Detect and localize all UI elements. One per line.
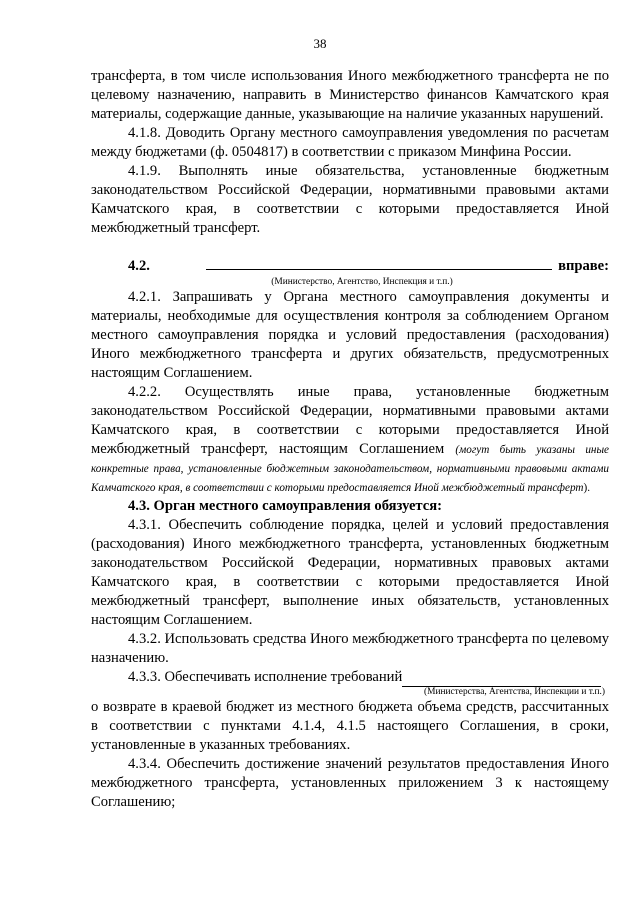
section-4-2-blank-line	[206, 255, 552, 270]
section-4-3-heading: 4.3. Орган местного самоуправления обязуется:	[128, 498, 443, 514]
section-4-2-right-word: вправе:	[558, 258, 609, 274]
paragraph-continuation: трансферта, в том числе использования Иного межбюджетного трансферта не по целевому назначению, направить в Министерство финансов Камчатского края материалы, содержащие данные, указывающие на наличие указанных нарушений.	[91, 68, 609, 122]
paragraph-4-2-2-end: ).	[583, 482, 591, 494]
section-4-2-note: (Министерство, Агентство, Инспекция и т.п.)	[271, 277, 453, 287]
page-number: 38	[313, 36, 327, 51]
paragraph-4-3-2: 4.3.2. Использовать средства Иного межбюджетного трансферта по целевому назначению.	[91, 631, 609, 666]
section-4-2-heading	[91, 255, 609, 276]
paragraph-4-3-3-blank-line	[402, 672, 601, 687]
paragraph-4-3-1: 4.3.1. Обеспечить соблюдение порядка, целей и условий предоставления (расходования) Иного межбюджетного трансферта, установленных бюджетным законодательством Российской Федерации, нормативных правовых актами Камчатского края, в соответствии с которыми предоставляется Иной межбюджетный трансферт, выполнение иных обязательств, установленных настоящим Соглашением.	[91, 517, 609, 628]
paragraph-4-3-4: 4.3.4. Обеспечить достижение значений результатов предоставления Иного межбюджетного трансферта, установленных приложением 3 к настоящему Соглашению;	[91, 756, 609, 810]
paragraph-4-3-3-note: (Министерства, Агентства, Инспекции и т.п.)	[424, 687, 605, 697]
document-body	[91, 67, 609, 812]
section-4-2-number: 4.2.	[128, 258, 150, 274]
paragraph-4-3-3-start: 4.3.3. Обеспечивать исполнение требований	[128, 669, 403, 685]
paragraph-4-3-3-continuation: о возврате в краевой бюджет из местного бюджета объема средств, рассчитанных в соответствии с пунктами 4.1.4, 4.1.5 настоящего Соглашения, в сроки, установленные в указанных требованиях.	[91, 699, 609, 753]
paragraph-4-2-2-text: 4.2.2. Осуществлять иные права, установленные бюджетным законодательством Российской Федерации, нормативными правовыми актами Камчатского края, в соответствии с которыми предоставляется Иной межбюджетный трансферт, настоящим Соглашением	[91, 384, 609, 457]
paragraph-4-2-1: 4.2.1. Запрашивать у Органа местного самоуправления документы и материалы, необходимые для осуществления контроля за соблюдением Органом местного самоуправления порядка и условий предоставления (расходования) Иного межбюджетного трансферта и других обязательств, предусмотренных настоящим Соглашением.	[91, 289, 609, 381]
paragraph-4-2-2-italic-note: (могут быть указаны иные конкретные права, установленные бюджетным законодательством, нормативными правовыми актами Камчатского края, в соответствии с которыми предоставляется Иной межбюджетный трансферт	[91, 444, 610, 494]
paragraph-4-3-3-line	[91, 668, 609, 687]
paragraph-4-2-2	[91, 383, 609, 497]
paragraph-4-1-9: 4.1.9. Выполнять иные обязательства, установленные бюджетным законодательством Российской Федерации, нормативными правовыми актами Камчатского края, в соответствии с которыми предоставляется Иной межбюджетный трансферт.	[91, 163, 609, 236]
paragraph-4-1-8: 4.1.8. Доводить Органу местного самоуправления уведомления по расчетам между бюджетами (ф. 0504817) в соответствии с приказом Минфина России.	[91, 125, 609, 160]
